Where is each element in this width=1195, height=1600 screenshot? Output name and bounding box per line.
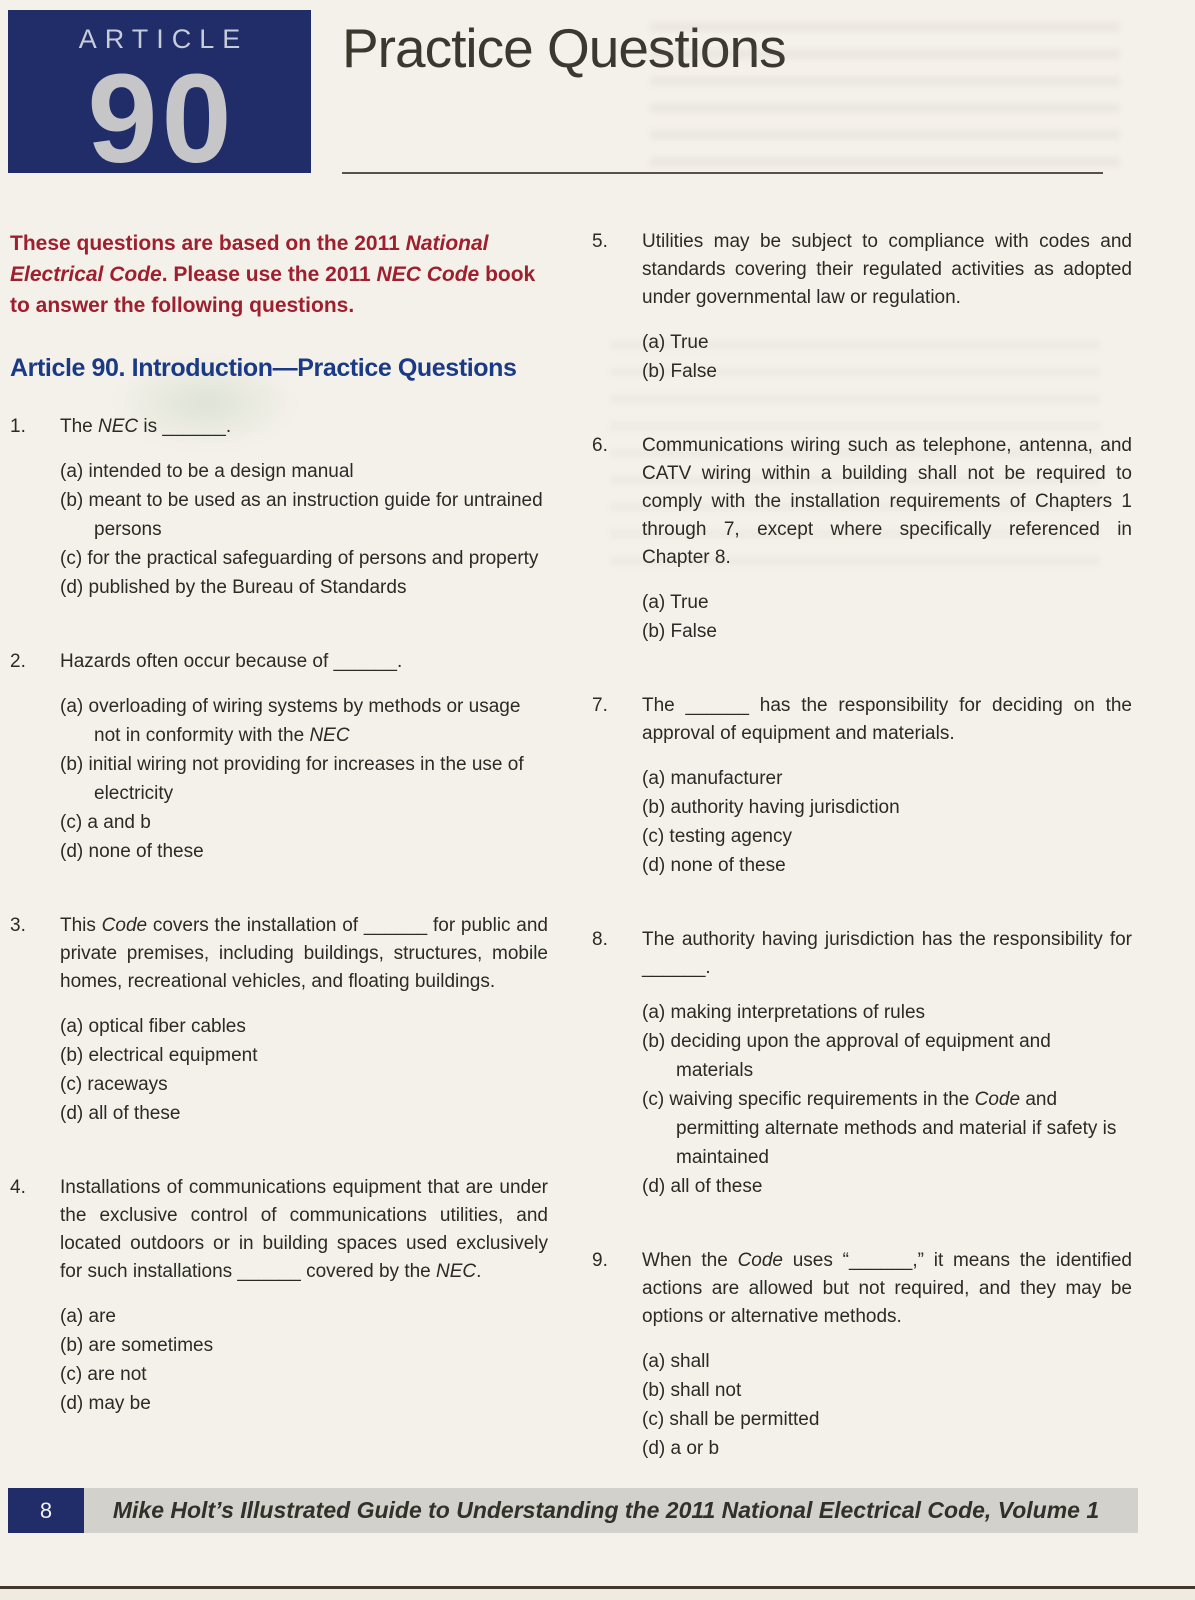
question-number: 7.	[592, 695, 608, 716]
answer-option: (c) testing agency	[642, 826, 792, 847]
intro-text: These questions are based on the 2011 National Electrical Code. Please use the 2011 NEC Code book to answer the following questions.	[10, 232, 536, 317]
question-stem: The authority having jurisdiction has the responsibility for ______.	[642, 929, 1132, 978]
answer-option: (d) none of these	[60, 841, 204, 862]
answer-option: (a) are	[60, 1306, 116, 1327]
section-heading: Article 90. Introduction—Practice Questions	[10, 354, 517, 382]
answer-option: (c) waiving specific requirements in the Code and permitting alternate methods and material if safety is maintained	[642, 1089, 1117, 1168]
question-number: 1.	[10, 416, 26, 437]
article-number-box	[8, 10, 311, 189]
answer-option: (b) electrical equipment	[60, 1045, 258, 1066]
question-item	[10, 912, 548, 1128]
question-number: 9.	[592, 1250, 608, 1271]
question-stem: Hazards often occur because of ______.	[60, 651, 403, 672]
title-underline	[342, 172, 1103, 174]
answer-option: (c) are not	[60, 1364, 147, 1385]
question-item	[592, 692, 1132, 880]
article-number: 90	[87, 48, 236, 189]
page-number-box	[8, 1488, 84, 1533]
question-body	[60, 648, 548, 866]
answer-option: (b) False	[642, 361, 717, 382]
answer-option: (a) True	[642, 592, 709, 613]
answer-options	[60, 1302, 548, 1418]
question-stem: The ______ has the responsibility for deciding on the approval of equipment and materials.	[642, 695, 1132, 744]
question-body	[642, 1247, 1132, 1463]
answer-option: (d) may be	[60, 1393, 151, 1414]
question-stem: Communications wiring such as telephone, antenna, and CATV wiring within a building shall not be required to comply with the installation requirements of Chapters 1 through 7, except where specifically referenced in Chapter 8.	[642, 435, 1132, 568]
article-label: ARTICLE	[78, 24, 249, 54]
answer-option: (a) shall	[642, 1351, 710, 1372]
question-stem: When the Code uses “______,” it means the identified actions are allowed but not required, and they may be options or alternative methods.	[642, 1250, 1132, 1327]
answer-options	[60, 457, 548, 602]
right-column	[592, 228, 1132, 1509]
answer-option: (b) meant to be used as an instruction guide for untrained persons	[60, 490, 543, 540]
question-number: 4.	[10, 1177, 26, 1198]
question-body	[60, 413, 548, 602]
questions-right	[592, 228, 1132, 1463]
question-item	[592, 432, 1132, 646]
answer-option: (a) True	[642, 332, 709, 353]
answer-option: (a) optical fiber cables	[60, 1016, 246, 1037]
question-number: 6.	[592, 435, 608, 456]
question-item	[592, 228, 1132, 386]
answer-option: (b) False	[642, 621, 717, 642]
answer-option: (b) initial wiring not providing for increases in the use of electricity	[60, 754, 524, 804]
answer-options	[642, 328, 1132, 386]
answer-options	[642, 998, 1132, 1201]
answer-options	[60, 1012, 548, 1128]
question-body	[642, 228, 1132, 386]
left-column	[10, 228, 548, 1464]
page-edge-margin	[0, 1589, 1195, 1600]
answer-option: (b) authority having jurisdiction	[642, 797, 900, 818]
bleed-through-artifact	[650, 22, 1120, 172]
questions-left	[10, 413, 548, 1418]
question-body	[60, 1174, 548, 1418]
answer-option: (b) are sometimes	[60, 1335, 214, 1356]
question-item	[10, 1174, 548, 1418]
answer-option: (c) a and b	[60, 812, 151, 833]
answer-option: (d) all of these	[60, 1103, 181, 1124]
question-body	[642, 432, 1132, 646]
question-item	[592, 926, 1132, 1201]
question-number: 5.	[592, 231, 608, 252]
answer-option: (c) for the practical safeguarding of persons and property	[60, 548, 539, 569]
answer-option: (c) shall be permitted	[642, 1409, 820, 1430]
question-item	[10, 648, 548, 866]
page-title: Practice Questions	[342, 17, 786, 79]
answer-option: (c) raceways	[60, 1074, 168, 1095]
question-number: 8.	[592, 929, 608, 950]
answer-options	[60, 692, 548, 866]
answer-options	[642, 764, 1132, 880]
answer-option: (a) overloading of wiring systems by methods or usage not in conformity with the NEC	[60, 696, 521, 746]
question-stem: Installations of communications equipment that are under the exclusive control of communications utilities, and located outdoors or in building spaces used exclusively for such installations ______ covered by the NEC.	[60, 1177, 548, 1282]
footer-book-title: Mike Holt’s Illustrated Guide to Understanding the 2011 National Electrical Code, Volume 1	[112, 1497, 1100, 1523]
answer-option: (a) manufacturer	[642, 768, 783, 789]
question-number: 2.	[10, 651, 26, 672]
question-item	[10, 413, 548, 602]
answer-option: (d) published by the Bureau of Standards	[60, 577, 407, 598]
question-body	[642, 926, 1132, 1201]
answer-option: (a) making interpretations of rules	[642, 1002, 926, 1023]
question-number: 3.	[10, 915, 26, 936]
question-body	[642, 692, 1132, 880]
answer-option: (b) shall not	[642, 1380, 742, 1401]
answer-option: (b) deciding upon the approval of equipment and materials	[642, 1031, 1051, 1081]
question-stem: The NEC is ______.	[60, 416, 232, 437]
footer	[8, 1488, 1138, 1533]
answer-option: (d) none of these	[642, 855, 786, 876]
answer-options	[642, 1347, 1132, 1463]
answer-option: (a) intended to be a design manual	[60, 461, 354, 482]
answer-option: (d) all of these	[642, 1176, 763, 1197]
question-stem: Utilities may be subject to compliance with codes and standards covering their regulated activities as adopted under governmental law or regulation.	[642, 231, 1132, 308]
question-body	[60, 912, 548, 1128]
question-stem: This Code covers the installation of ______ for public and private premises, including buildings, structures, mobile homes, recreational vehicles, and floating buildings.	[60, 915, 548, 992]
answer-option: (d) a or b	[642, 1438, 720, 1459]
question-item	[592, 1247, 1132, 1463]
page-number: 8	[39, 1497, 53, 1523]
answer-options	[642, 588, 1132, 646]
